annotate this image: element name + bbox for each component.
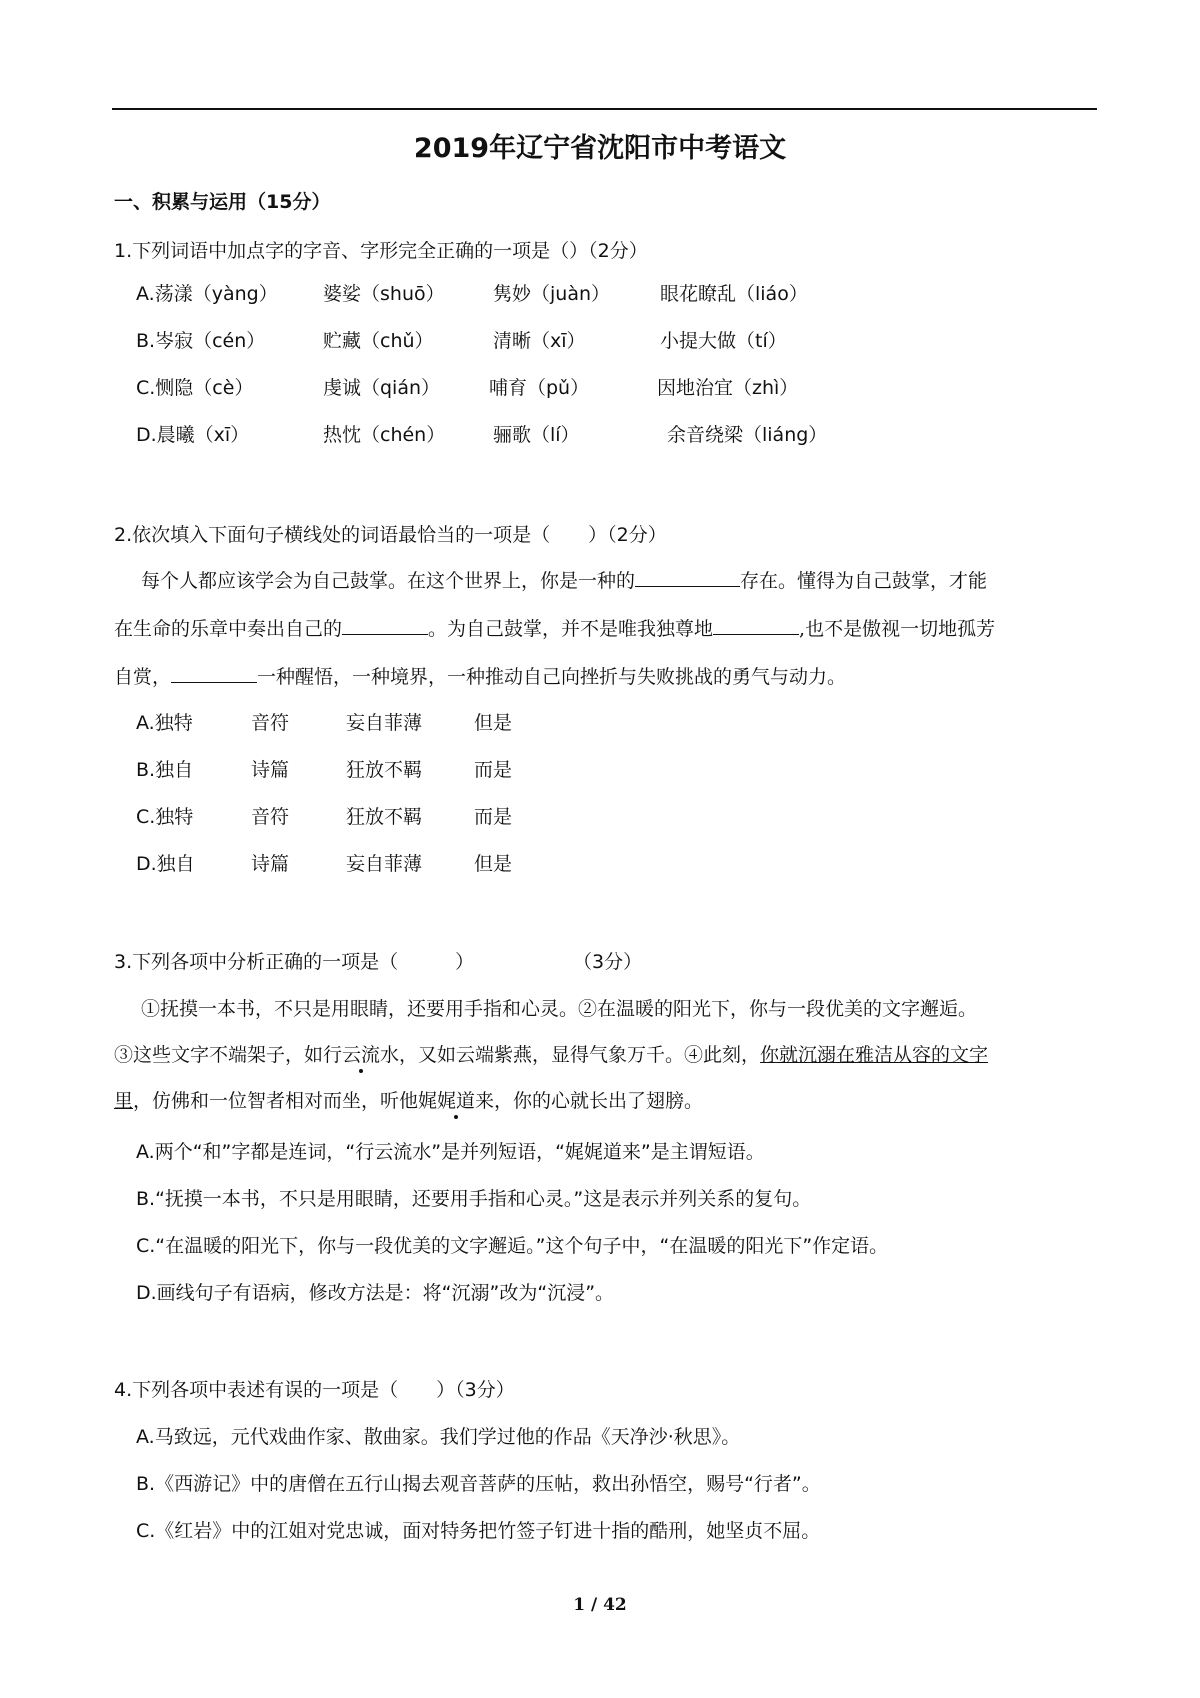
q2-d-4: 但是 bbox=[474, 853, 513, 875]
q3-passage-text: ，你的心就长出了翅膀。 bbox=[494, 1090, 704, 1112]
q1-c-2: 虔诚（qián） bbox=[323, 377, 441, 399]
q1-a-2: 婆娑（shuō） bbox=[323, 283, 445, 305]
q1-a-1: A.荡漾（yàng） bbox=[136, 283, 278, 305]
q2-passage-text: 。为自己鼓掌，并不是唯我独尊地 bbox=[428, 618, 714, 640]
q2-b-3: 狂放不羁 bbox=[346, 759, 423, 781]
underlined-sentence-end: 里 bbox=[114, 1090, 134, 1112]
q2-passage-text: ,也不是傲视一切地孤芳 bbox=[799, 618, 996, 640]
dotted-phrase: 行云流水 bbox=[323, 1044, 400, 1066]
q2-c-2: 音符 bbox=[251, 806, 290, 828]
q2-passage-line-1 bbox=[141, 566, 987, 593]
q1-b-1: B.岑寂（cén） bbox=[136, 330, 266, 352]
q3-option-b: B.“抚摸一本书，不只是用眼睛，还要用手指和心灵。”这是表示并列关系的复句。 bbox=[136, 1188, 812, 1210]
q2-passage-text: 自赏， bbox=[114, 666, 172, 688]
blank-4 bbox=[171, 664, 257, 683]
q3-passage-line-1: ①抚摸一本书，不只是用眼睛，还要用手指和心灵。②在温暖的阳光下，你与一段优美的文字邂逅。 bbox=[141, 998, 978, 1020]
q3-passage-text: ③这些文字不端架子，如 bbox=[114, 1044, 324, 1066]
q2-passage-line-3 bbox=[114, 662, 846, 689]
q2-b-2: 诗篇 bbox=[251, 759, 290, 781]
question-3-stem: 3.下列各项中分析正确的一项是（ ） bbox=[114, 951, 475, 973]
underlined-sentence: 你就沉溺在雅洁从容的文字 bbox=[760, 1044, 989, 1066]
q4-option-c: C.《红岩》中的江姐对党忠诚，面对特务把竹签子钉进十指的酷刑，她坚贞不屈。 bbox=[136, 1520, 821, 1542]
q3-option-a: A.两个“和”字都是连词，“行云流水”是并列短语，“娓娓道来”是主谓短语。 bbox=[136, 1141, 765, 1163]
q1-d-3: 骊歌（lí） bbox=[493, 424, 580, 446]
page-number: 1 / 42 bbox=[573, 1595, 627, 1615]
q2-passage-text: 每个人都应该学会为自己鼓掌。在这个世界上，你是一种的 bbox=[141, 570, 636, 592]
q2-passage-text: 一种醒悟，一种境界，一种推动自己向挫折与失败挑战的勇气与动力。 bbox=[257, 666, 847, 688]
header-rule bbox=[112, 108, 1097, 110]
q2-c-1: C.独特 bbox=[136, 806, 194, 828]
blank-3 bbox=[713, 616, 799, 635]
blank-2 bbox=[342, 616, 428, 635]
q4-option-b: B.《西游记》中的唐僧在五行山揭去观音菩萨的压帖，救出孙悟空，赐号“行者”。 bbox=[136, 1473, 821, 1495]
q1-a-3: 隽妙（juàn） bbox=[493, 283, 611, 305]
q1-a-4: 眼花瞭乱（liáo） bbox=[660, 283, 808, 305]
q1-c-3: 哺育（pǔ） bbox=[489, 377, 590, 399]
q2-a-1: A.独特 bbox=[136, 712, 193, 734]
q1-d-2: 热忱（chén） bbox=[323, 424, 446, 446]
q3-passage-text: ，仿佛和一位智者相对而坐，听他 bbox=[133, 1090, 419, 1112]
q1-c-1: C.恻隐（cè） bbox=[136, 377, 254, 399]
q2-a-2: 音符 bbox=[251, 712, 290, 734]
q1-b-2: 贮藏（chǔ） bbox=[323, 330, 434, 352]
q2-passage-text: 存在。懂得为自己鼓掌，才能 bbox=[740, 570, 988, 592]
q2-c-4: 而是 bbox=[474, 806, 513, 828]
q2-d-3: 妄自菲薄 bbox=[346, 853, 423, 875]
document-title: 2019年辽宁省沈阳市中考语文 bbox=[413, 133, 787, 164]
q2-passage-line-2 bbox=[114, 614, 995, 641]
q2-d-2: 诗篇 bbox=[251, 853, 290, 875]
q2-a-3: 妄自菲薄 bbox=[346, 712, 423, 734]
q2-b-1: B.独自 bbox=[136, 759, 194, 781]
question-4-stem: 4.下列各项中表述有误的一项是（ ）（3分） bbox=[114, 1379, 515, 1401]
question-3-score: （3分） bbox=[573, 951, 643, 973]
q4-option-a: A.马致远，元代戏曲作家、散曲家。我们学过他的作品《天净沙·秋思》。 bbox=[136, 1426, 741, 1448]
q2-passage-text: 在生命的乐章中奏出自己的 bbox=[114, 618, 343, 640]
q1-c-4: 因地治宜（zhì） bbox=[657, 377, 799, 399]
q3-passage-line-3 bbox=[114, 1086, 703, 1113]
q2-b-4: 而是 bbox=[474, 759, 513, 781]
question-1-stem: 1.下列词语中加点字的字音、字形完全正确的一项是（）（2分） bbox=[114, 240, 648, 262]
q3-passage-text: ，又如云端紫燕，显得气象万千。④此刻， bbox=[399, 1044, 761, 1066]
q2-d-1: D.独自 bbox=[136, 853, 195, 875]
q3-passage-line-2 bbox=[114, 1040, 988, 1067]
blank-1 bbox=[635, 568, 740, 587]
q1-b-3: 清晰（xī） bbox=[493, 330, 586, 352]
q2-a-4: 但是 bbox=[474, 712, 513, 734]
q1-b-4: 小提大做（tí） bbox=[660, 330, 787, 352]
q1-d-1: D.晨曦（xī） bbox=[136, 424, 250, 446]
q1-d-4: 余音绕梁（liáng） bbox=[667, 424, 828, 446]
q2-c-3: 狂放不羁 bbox=[346, 806, 423, 828]
q3-option-c: C.“在温暖的阳光下，你与一段优美的文字邂逅。”这个句子中，“在温暖的阳光下”作定语。 bbox=[136, 1235, 889, 1257]
dotted-phrase: 娓娓道来 bbox=[418, 1090, 495, 1112]
question-2-stem: 2.依次填入下面句子横线处的词语最恰当的一项是（ ）（2分） bbox=[114, 524, 667, 546]
section-heading: 一、积累与运用（15分） bbox=[114, 191, 331, 213]
q3-option-d: D.画线句子有语病，修改方法是：将“沉溺”改为“沉浸”。 bbox=[136, 1282, 615, 1304]
